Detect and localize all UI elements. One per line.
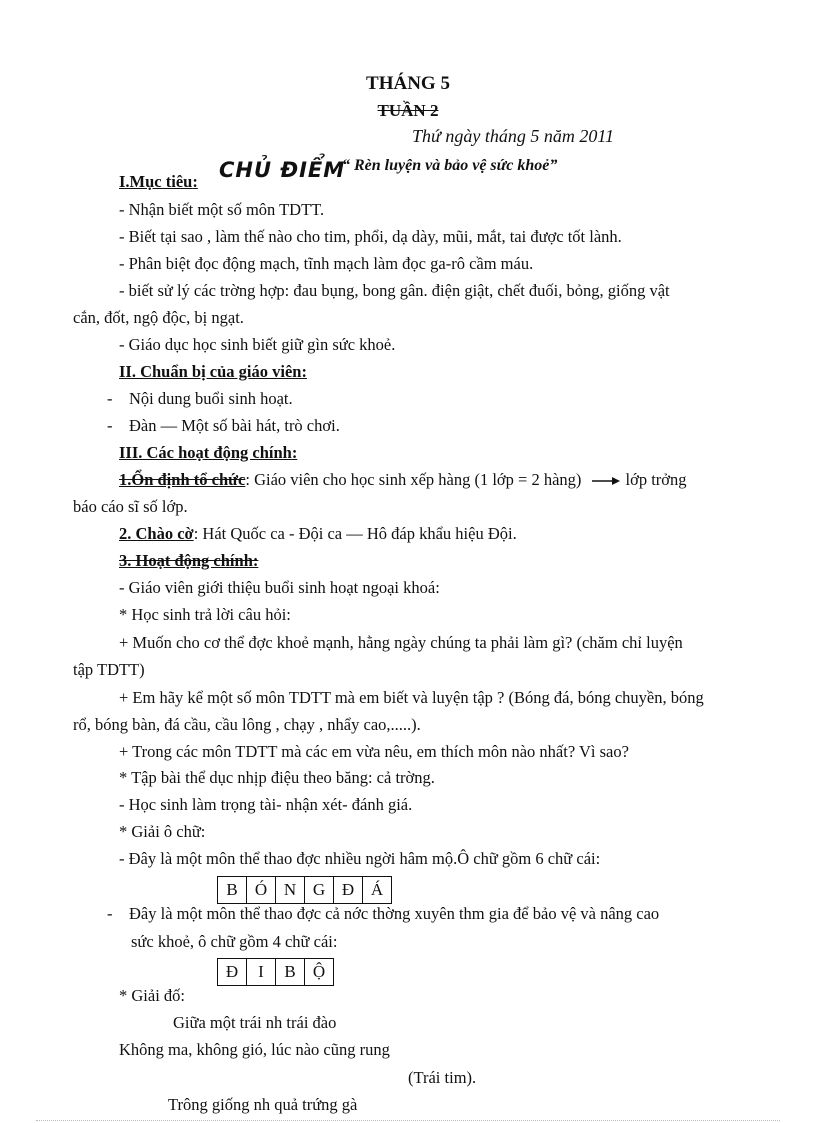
activity-line-3: + Muốn cho cơ thể đợc khoẻ mạnh, hằng ngày chúng ta phải làm gì? (chăm chỉ luyện — [119, 633, 683, 652]
objective-1: - Nhận biết một số môn TDTT. — [119, 200, 325, 219]
activity-line-5: + Em hãy kể một số môn TDTT mà em biết và luyện tập ? (Bóng đá, bóng chuyền, bóng — [119, 688, 704, 707]
puzzle-2-line-1: - Đây là một môn thể thao đợc cả nớc thờng xuyên thm gia để bảo vệ và nâng cao — [107, 904, 660, 923]
step-3-heading: 3. Hoạt động chính: — [119, 551, 259, 570]
riddle-answer: (Trái tim). — [408, 1068, 477, 1087]
prep-item-1: - Nội dung buổi sinh hoạt. — [107, 389, 293, 408]
activity-line-1: - Giáo viên giới thiệu buổi sinh hoạt ngoại khoá: — [119, 578, 440, 597]
activity-line-8: * Tập bài thể dục nhịp điệu theo băng: cả trờng. — [119, 768, 435, 787]
step-2-label: 2. Chào cờ — [119, 524, 194, 543]
activity-line-10: * Giải ô chữ: — [119, 822, 206, 841]
objective-5: - Giáo dục học sinh biết giữ gìn sức khoẻ. — [119, 335, 396, 354]
crossword-cell: N — [276, 877, 305, 903]
puzzle-2-line-2: sức khoẻ, ô chữ gồm 4 chữ cái: — [131, 932, 338, 951]
page-title: THÁNG 5 — [366, 73, 450, 94]
page-bottom-divider — [36, 1120, 780, 1121]
crossword-cell: I — [247, 959, 276, 985]
activity-line-4: tập TDTT) — [73, 660, 145, 679]
date-line: Thứ ngày tháng 5 năm 2011 — [412, 126, 614, 146]
activity-line-9: - Học sinh làm trọng tài- nhận xét- đánh giá. — [119, 795, 413, 814]
objective-2: - Biết tại sao , làm thế nào cho tim, phổi, dạ dày, mũi, mắt, tai được tốt lành. — [119, 227, 622, 246]
crossword-cell: Ộ — [312, 962, 326, 981]
objective-3: - Phân biệt đọc động mạch, tĩnh mạch làm đọc ga-rô cầm máu. — [119, 254, 534, 273]
activity-line-2: * Học sinh trả lời câu hỏi: — [119, 605, 291, 624]
crossword-cell: G — [305, 877, 334, 903]
step-1-cont: báo cáo sĩ số lớp. — [73, 497, 188, 516]
activity-line-11: - Đây là một môn thể thao đợc nhiều ngời hâm mộ.Ô chữ gồm 6 chữ cái: — [119, 849, 601, 868]
crossword-cell: Đ — [334, 877, 363, 903]
crossword-bong-da — [217, 876, 392, 904]
crossword-cell: Ó — [247, 877, 276, 903]
theme-text: “ Rèn luyện và bảo vệ sức khoẻ” — [342, 157, 558, 174]
crossword-cell: B — [218, 877, 247, 903]
objective-4-cont: cắn, đốt, ngộ độc, bị ngạt. — [73, 308, 244, 327]
section-2-heading: II. Chuẩn bị của giáo viên: — [119, 362, 307, 381]
step-1-label: 1.Ổn định tổ chức — [119, 470, 246, 489]
section-3-heading: III. Các hoạt động chính: — [119, 443, 298, 462]
week-subtitle: TUẦN 2 — [377, 101, 439, 120]
chu-diem-label: CHỦ ĐIỂM — [219, 158, 346, 182]
step-1-line: 1.Ổn định tổ chức: Giáo viên cho học sinh xếp hàng (1 lớp = 2 hàng) lớp trởng — [119, 470, 687, 489]
crossword-di-bo — [217, 958, 334, 986]
crossword-cell: B — [276, 959, 305, 985]
crossword-cell: Á — [370, 880, 384, 899]
activity-line-7: + Trong các môn TDTT mà các em vừa nêu, em thích môn nào nhất? Vì sao? — [119, 742, 629, 761]
arrow-right-icon — [592, 476, 620, 486]
riddle-line-3: Trông giống nh quả trứng gà — [168, 1095, 358, 1114]
riddle-line-2: Không ma, không gió, lúc nào cũng rung — [119, 1040, 390, 1059]
section-1-heading: I.Mục tiêu: — [119, 172, 198, 191]
crossword-cell: Đ — [218, 959, 247, 985]
step-2-line: 2. Chào cờ: Hát Quốc ca - Đội ca — Hô đáp khẩu hiệu Đội. — [119, 524, 517, 543]
riddle-label: * Giải đố: — [119, 986, 185, 1005]
activity-line-6: rổ, bóng bàn, đá cầu, cầu lông , chạy , nhẩy cao,.....). — [73, 715, 421, 734]
objective-4: - biết sử lý các trờng hợp: đau bụng, bong gân. điện giật, chết đuối, bỏng, giống vật — [119, 281, 670, 300]
riddle-line-1: Giữa một trái nh trái đào — [173, 1013, 337, 1032]
prep-item-2: - Đàn — Một số bài hát, trò chơi. — [107, 416, 340, 435]
